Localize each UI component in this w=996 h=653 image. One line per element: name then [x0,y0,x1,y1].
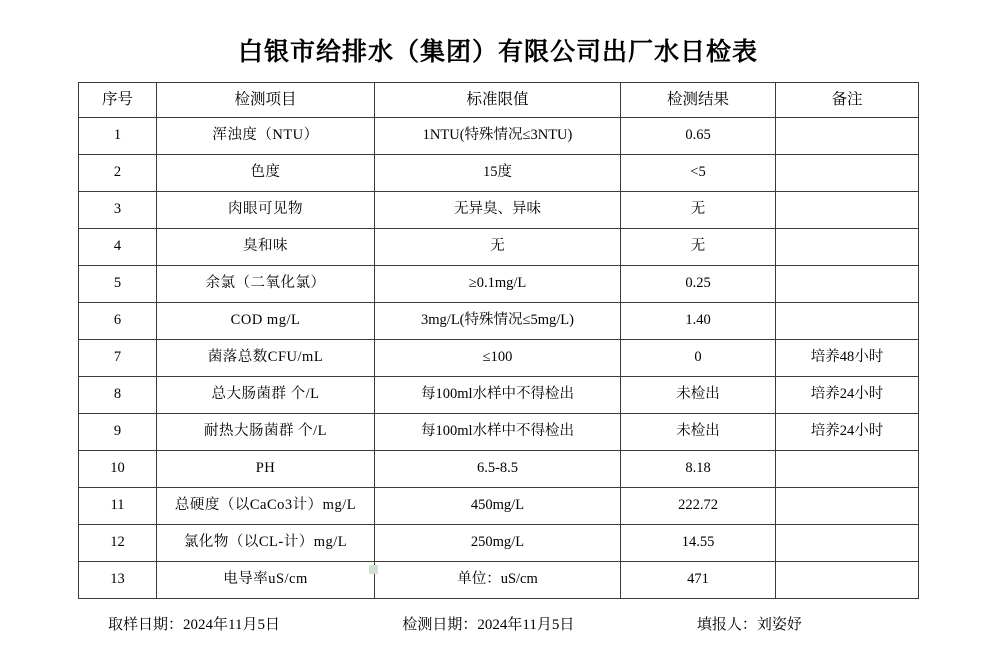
table-row [79,488,919,525]
table-row [79,155,919,192]
cell-item: 耐热大肠菌群 个/L [157,414,375,451]
table-row [79,266,919,303]
cell-result: 471 [621,562,776,599]
cell-limit: 15度 [375,155,621,192]
cell-note [776,118,919,155]
table-row [79,229,919,266]
table-row [79,118,919,155]
cell-result: 222.72 [621,488,776,525]
column-header-item: 检测项目 [157,83,375,118]
cell-item: 菌落总数CFU/mL [157,340,375,377]
table-row [79,377,919,414]
column-header-note: 备注 [776,83,919,118]
cell-item: COD mg/L [157,303,375,340]
table-row [79,562,919,599]
cell-note [776,451,919,488]
cell-note [776,229,919,266]
cell-item: 氯化物（以CL-计）mg/L [157,525,375,562]
cell-no: 7 [79,340,157,377]
table-row [79,451,919,488]
cell-result: <5 [621,155,776,192]
cell-limit: 无 [375,229,621,266]
cell-result: 0.65 [621,118,776,155]
cell-no: 1 [79,118,157,155]
table-row [79,525,919,562]
cell-no: 12 [79,525,157,562]
report-table-container [0,82,996,599]
cell-limit: ≤100 [375,340,621,377]
cell-result: 未检出 [621,414,776,451]
cell-result: 0 [621,340,776,377]
cell-limit: 6.5-8.5 [375,451,621,488]
table-header-row [79,83,919,118]
cell-item: 肉眼可见物 [157,192,375,229]
cell-no: 13 [79,562,157,599]
cell-item: 总大肠菌群 个/L [157,377,375,414]
cell-no: 11 [79,488,157,525]
cell-note [776,266,919,303]
document-footer [0,599,996,634]
cell-item: 色度 [157,155,375,192]
water-quality-table [78,82,919,599]
cell-item: 余氯（二氧化氯） [157,266,375,303]
cell-result: 0.25 [621,266,776,303]
cell-limit: 无异臭、异味 [375,192,621,229]
cell-item: 电导率uS/cm [157,562,375,599]
cell-no: 9 [79,414,157,451]
cell-result: 未检出 [621,377,776,414]
cell-no: 3 [79,192,157,229]
column-header-no: 序号 [79,83,157,118]
table-row [79,303,919,340]
cell-note: 培养24小时 [776,377,919,414]
cell-result: 无 [621,192,776,229]
cell-no: 4 [79,229,157,266]
cell-result: 8.18 [621,451,776,488]
sample-date-label: 取样日期：2024年11月5日 [108,617,280,633]
cell-limit: 1NTU(特殊情况≤3NTU) [375,118,621,155]
cell-note [776,525,919,562]
cell-note [776,488,919,525]
cell-note [776,562,919,599]
column-header-limit: 标准限值 [375,83,621,118]
cell-item: 臭和味 [157,229,375,266]
cell-limit: 单位：uS/cm [375,562,621,599]
table-row [79,192,919,229]
cell-no: 5 [79,266,157,303]
cell-no: 2 [79,155,157,192]
cell-result: 1.40 [621,303,776,340]
cell-limit: 3mg/L(特殊情况≤5mg/L) [375,303,621,340]
cell-no: 8 [79,377,157,414]
table-body [79,118,919,599]
test-date-label: 检测日期：2024年11月5日 [402,617,575,633]
page-marker [369,565,378,574]
cell-note [776,192,919,229]
cell-limit: 每100ml水样中不得检出 [375,377,621,414]
cell-result: 无 [621,229,776,266]
table-row [79,414,919,451]
cell-limit: 每100ml水样中不得检出 [375,414,621,451]
cell-note: 培养24小时 [776,414,919,451]
cell-result: 14.55 [621,525,776,562]
cell-item: 浑浊度（NTU） [157,118,375,155]
cell-note [776,303,919,340]
cell-limit: 450mg/L [375,488,621,525]
cell-item: 总硬度（以CaCo3计）mg/L [157,488,375,525]
filler-name-label: 填报人：刘姿妤 [696,617,802,633]
page-title: 白银市给排水（集团）有限公司出厂水日检表 [237,39,758,66]
cell-limit: ≥0.1mg/L [375,266,621,303]
cell-no: 10 [79,451,157,488]
column-header-result: 检测结果 [621,83,776,118]
cell-item: PH [157,451,375,488]
cell-no: 6 [79,303,157,340]
cell-note [776,155,919,192]
cell-limit: 250mg/L [375,525,621,562]
table-row [79,340,919,377]
cell-note: 培养48小时 [776,340,919,377]
